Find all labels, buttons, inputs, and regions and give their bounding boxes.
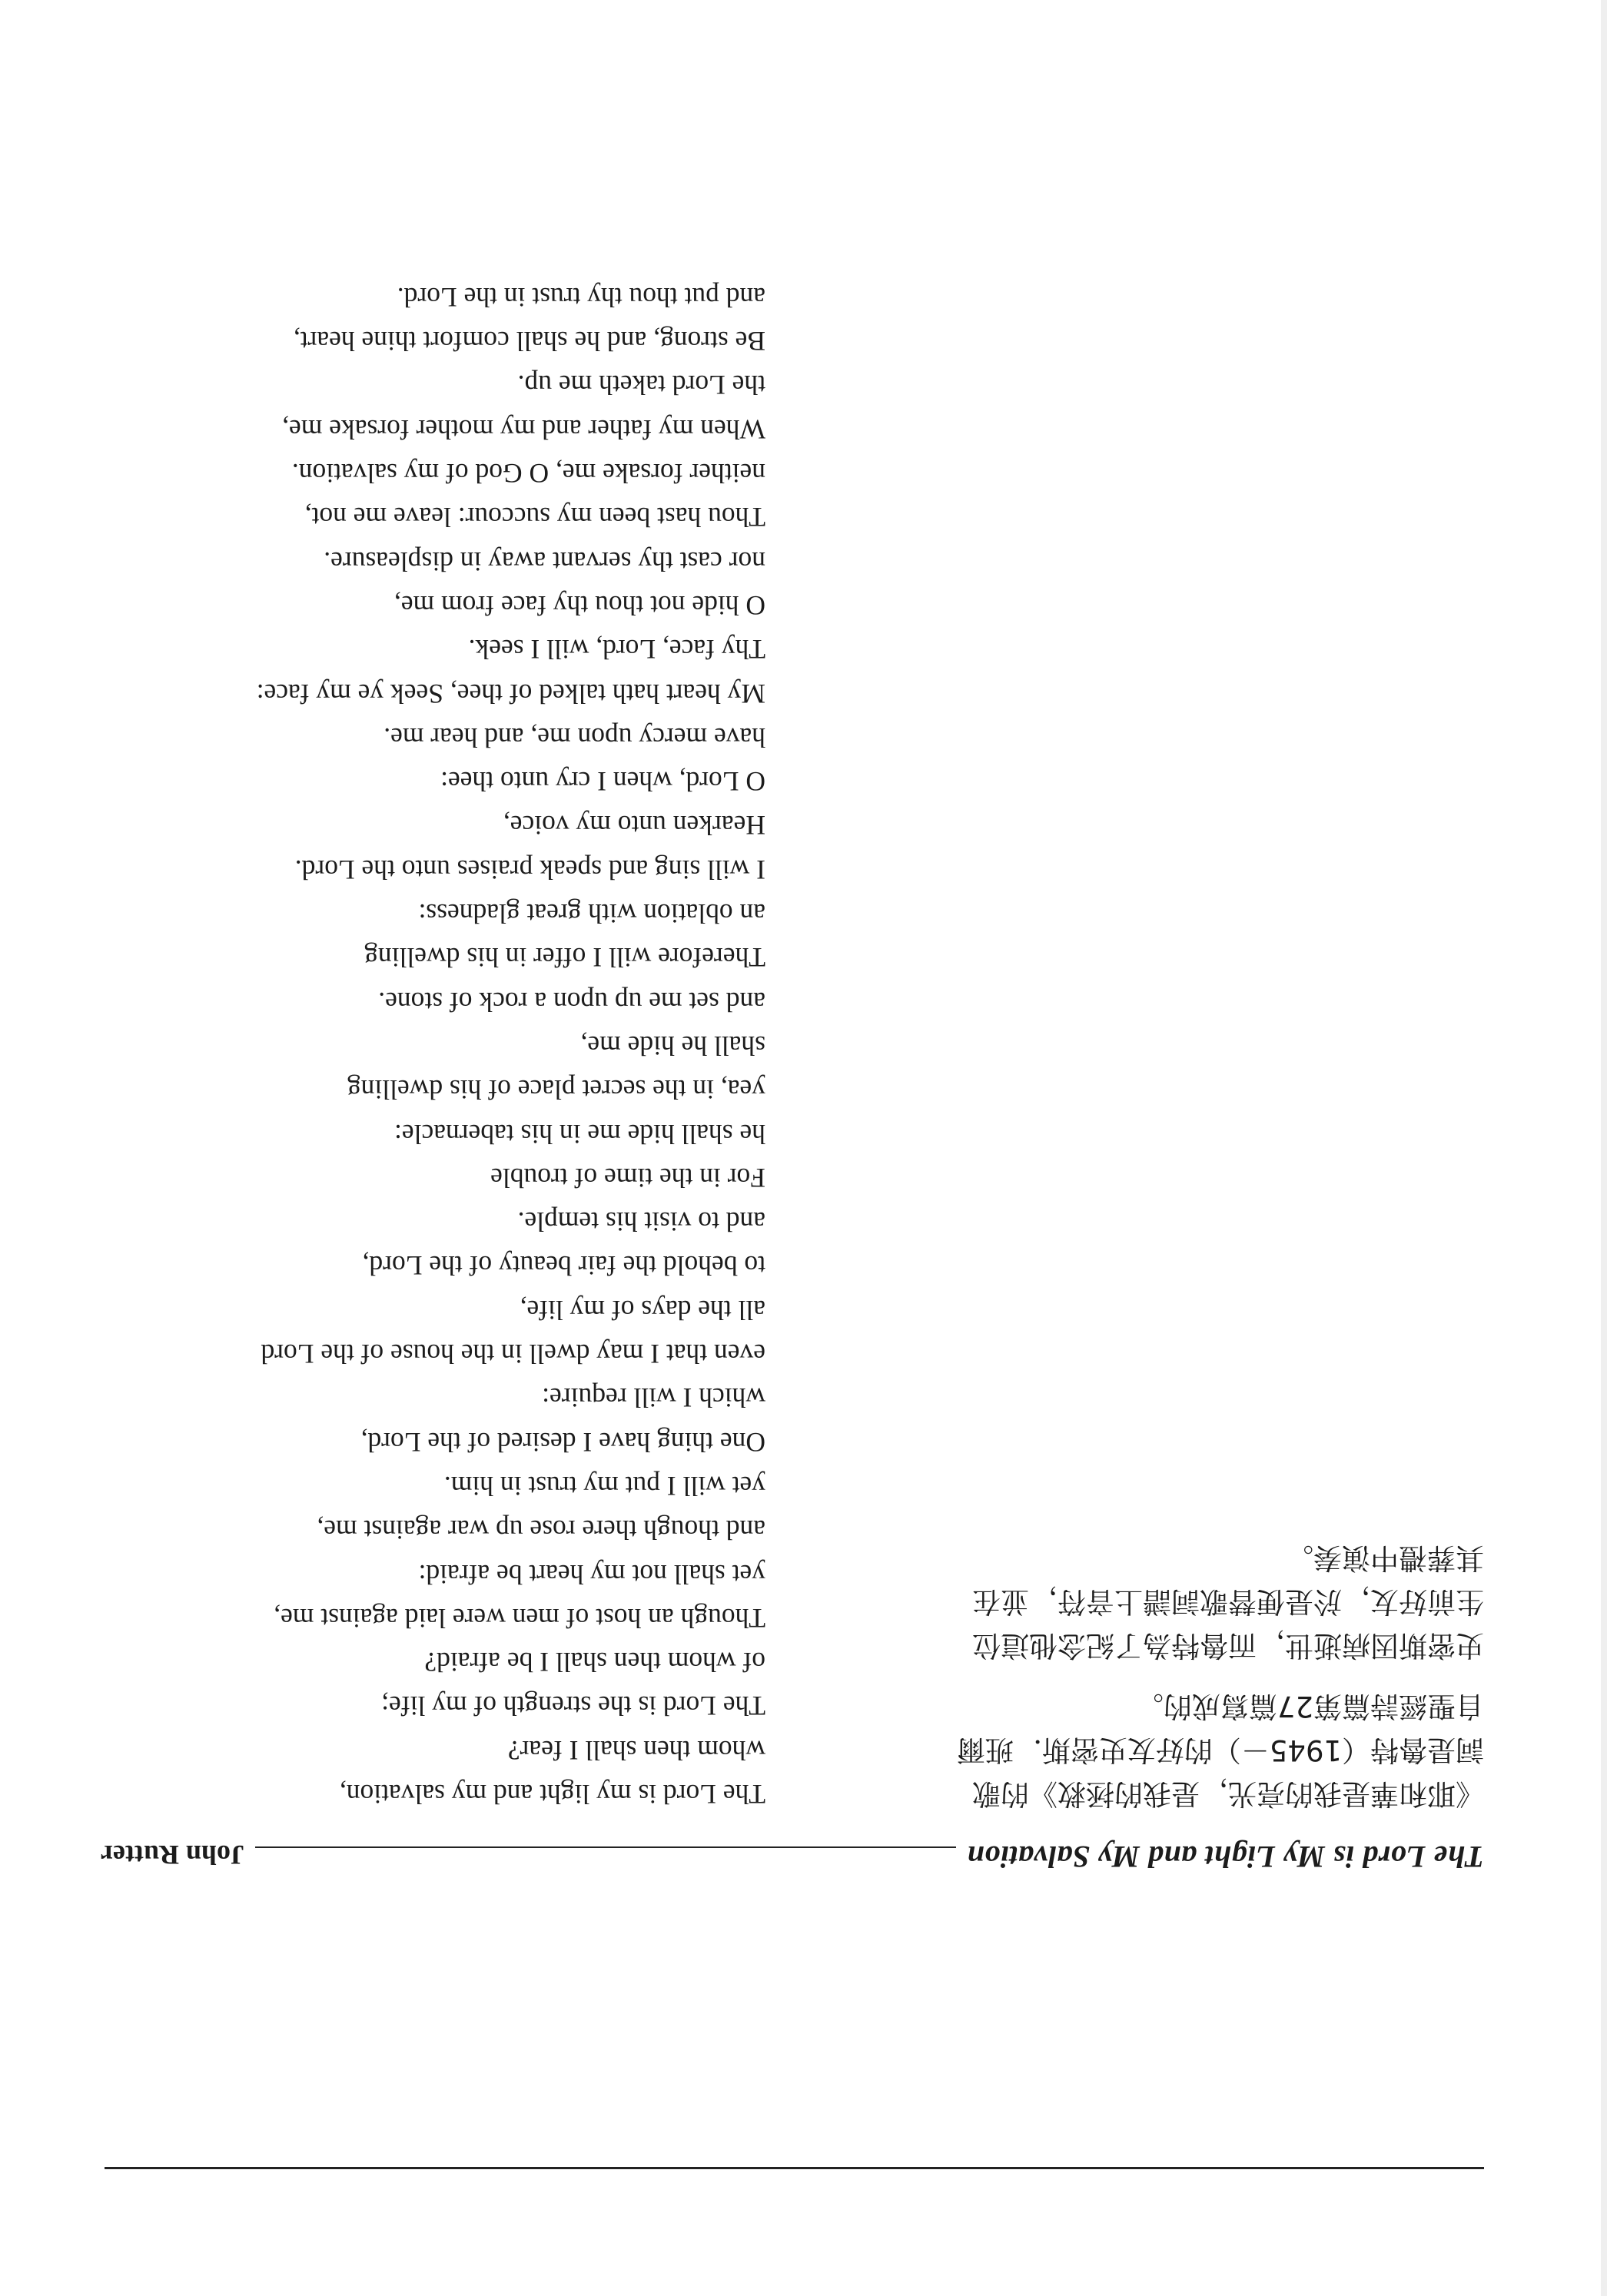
lyric-line: and set me up upon a rock of stone. [378,986,765,1017]
lyric-line: I will sing and speak praises unto the Lord. [294,854,765,885]
lyric-line: neither forsake me, O God of my salvation. [291,458,765,489]
lyrics [74,275,765,1816]
lyric-line: Hearken unto my voice, [503,810,765,841]
title-rule [255,1846,956,1848]
chinese-note-line: 史密斯因病逝世，而魯特為了紀念他這位 [972,1629,1484,1662]
lyric-line: One thing have I desired of the Lord, [360,1426,765,1458]
lyric-line: all the days of my life, [520,1294,765,1326]
lyric-line: yet will I put my trust in him. [443,1470,765,1501]
lyric-line: he shall hide me in his tabernacle: [393,1118,765,1150]
lyric-line: The Lord is my light and my salvation, [339,1779,765,1810]
lyric-line: to behold the fair beauty of the Lord, [362,1250,765,1282]
lyric-line: Thy face, Lord, will I seek. [468,634,765,665]
lyric-line: an oblation with great gladness: [418,898,765,930]
chinese-note-line: 自聖經詩篇第27篇寫成的。 [1134,1690,1484,1723]
page-title: The Lord is My Light and My Salvation [967,1840,1484,1874]
composer-name: John Rutter [101,1840,244,1870]
lyric-line: My heart hath talked of thee, Seek ye my face: [256,678,765,709]
lyric-line: and though there rose up war against me, [317,1515,765,1546]
lyric-line: whom then shall I fear? [507,1734,765,1766]
lyric-line: yea, in the secret place of his dwelling [347,1074,765,1106]
lyric-line: yet shall not my heart be afraid: [418,1558,765,1590]
chinese-note-line: 生前好友，於是便替歌詞譜上音符，並在 [972,1585,1484,1618]
lyric-line: The Lord is the strength of my life; [381,1690,765,1722]
lyric-line: When my father and my mother forsake me, [282,413,765,445]
lyric-line: Though an host of men were laid against me, [274,1602,765,1634]
chinese-notes [792,1536,1484,1816]
lyric-line: Be strong, and he shall comfort thine heart, [293,326,765,357]
top-rule [105,2167,1484,2169]
chinese-note-line: 《耶和華是我的亮光，是我的拯救》的歌 [972,1777,1484,1810]
lyric-line: O Lord, when I cry unto thee: [440,766,765,798]
lyric-line: nor cast thy servant away in displeasure. [324,546,765,577]
lyric-line: and put thou thy trust in the Lord. [397,281,765,313]
lyric-line: the Lord taketh me up. [517,370,765,401]
chinese-note-line: 其葬禮中演奏。 [1285,1541,1484,1574]
lyric-line: of whom then shall I be afraid? [424,1647,765,1678]
lyric-line: For in the time of trouble [490,1162,765,1193]
lyric-line: Therefore will I offer in his dwelling [364,942,765,974]
lyric-line: and to visit his temple. [517,1206,765,1238]
lyric-line: even that I may dwell in the house of the Lord [261,1339,765,1370]
lyric-line: Thou hast been my succour: leave me not, [304,502,765,533]
lyric-line: which I will require: [542,1382,765,1414]
chinese-note-line: 詞是魯特（1945－）的好友史密斯．班爾 [956,1734,1484,1767]
title-row [101,1839,1484,1885]
lyric-line: O hide not thou thy face from me, [393,589,765,621]
lyric-line: have mercy upon me, and hear me. [383,722,765,753]
lyric-line: shall he hide me, [580,1030,765,1061]
